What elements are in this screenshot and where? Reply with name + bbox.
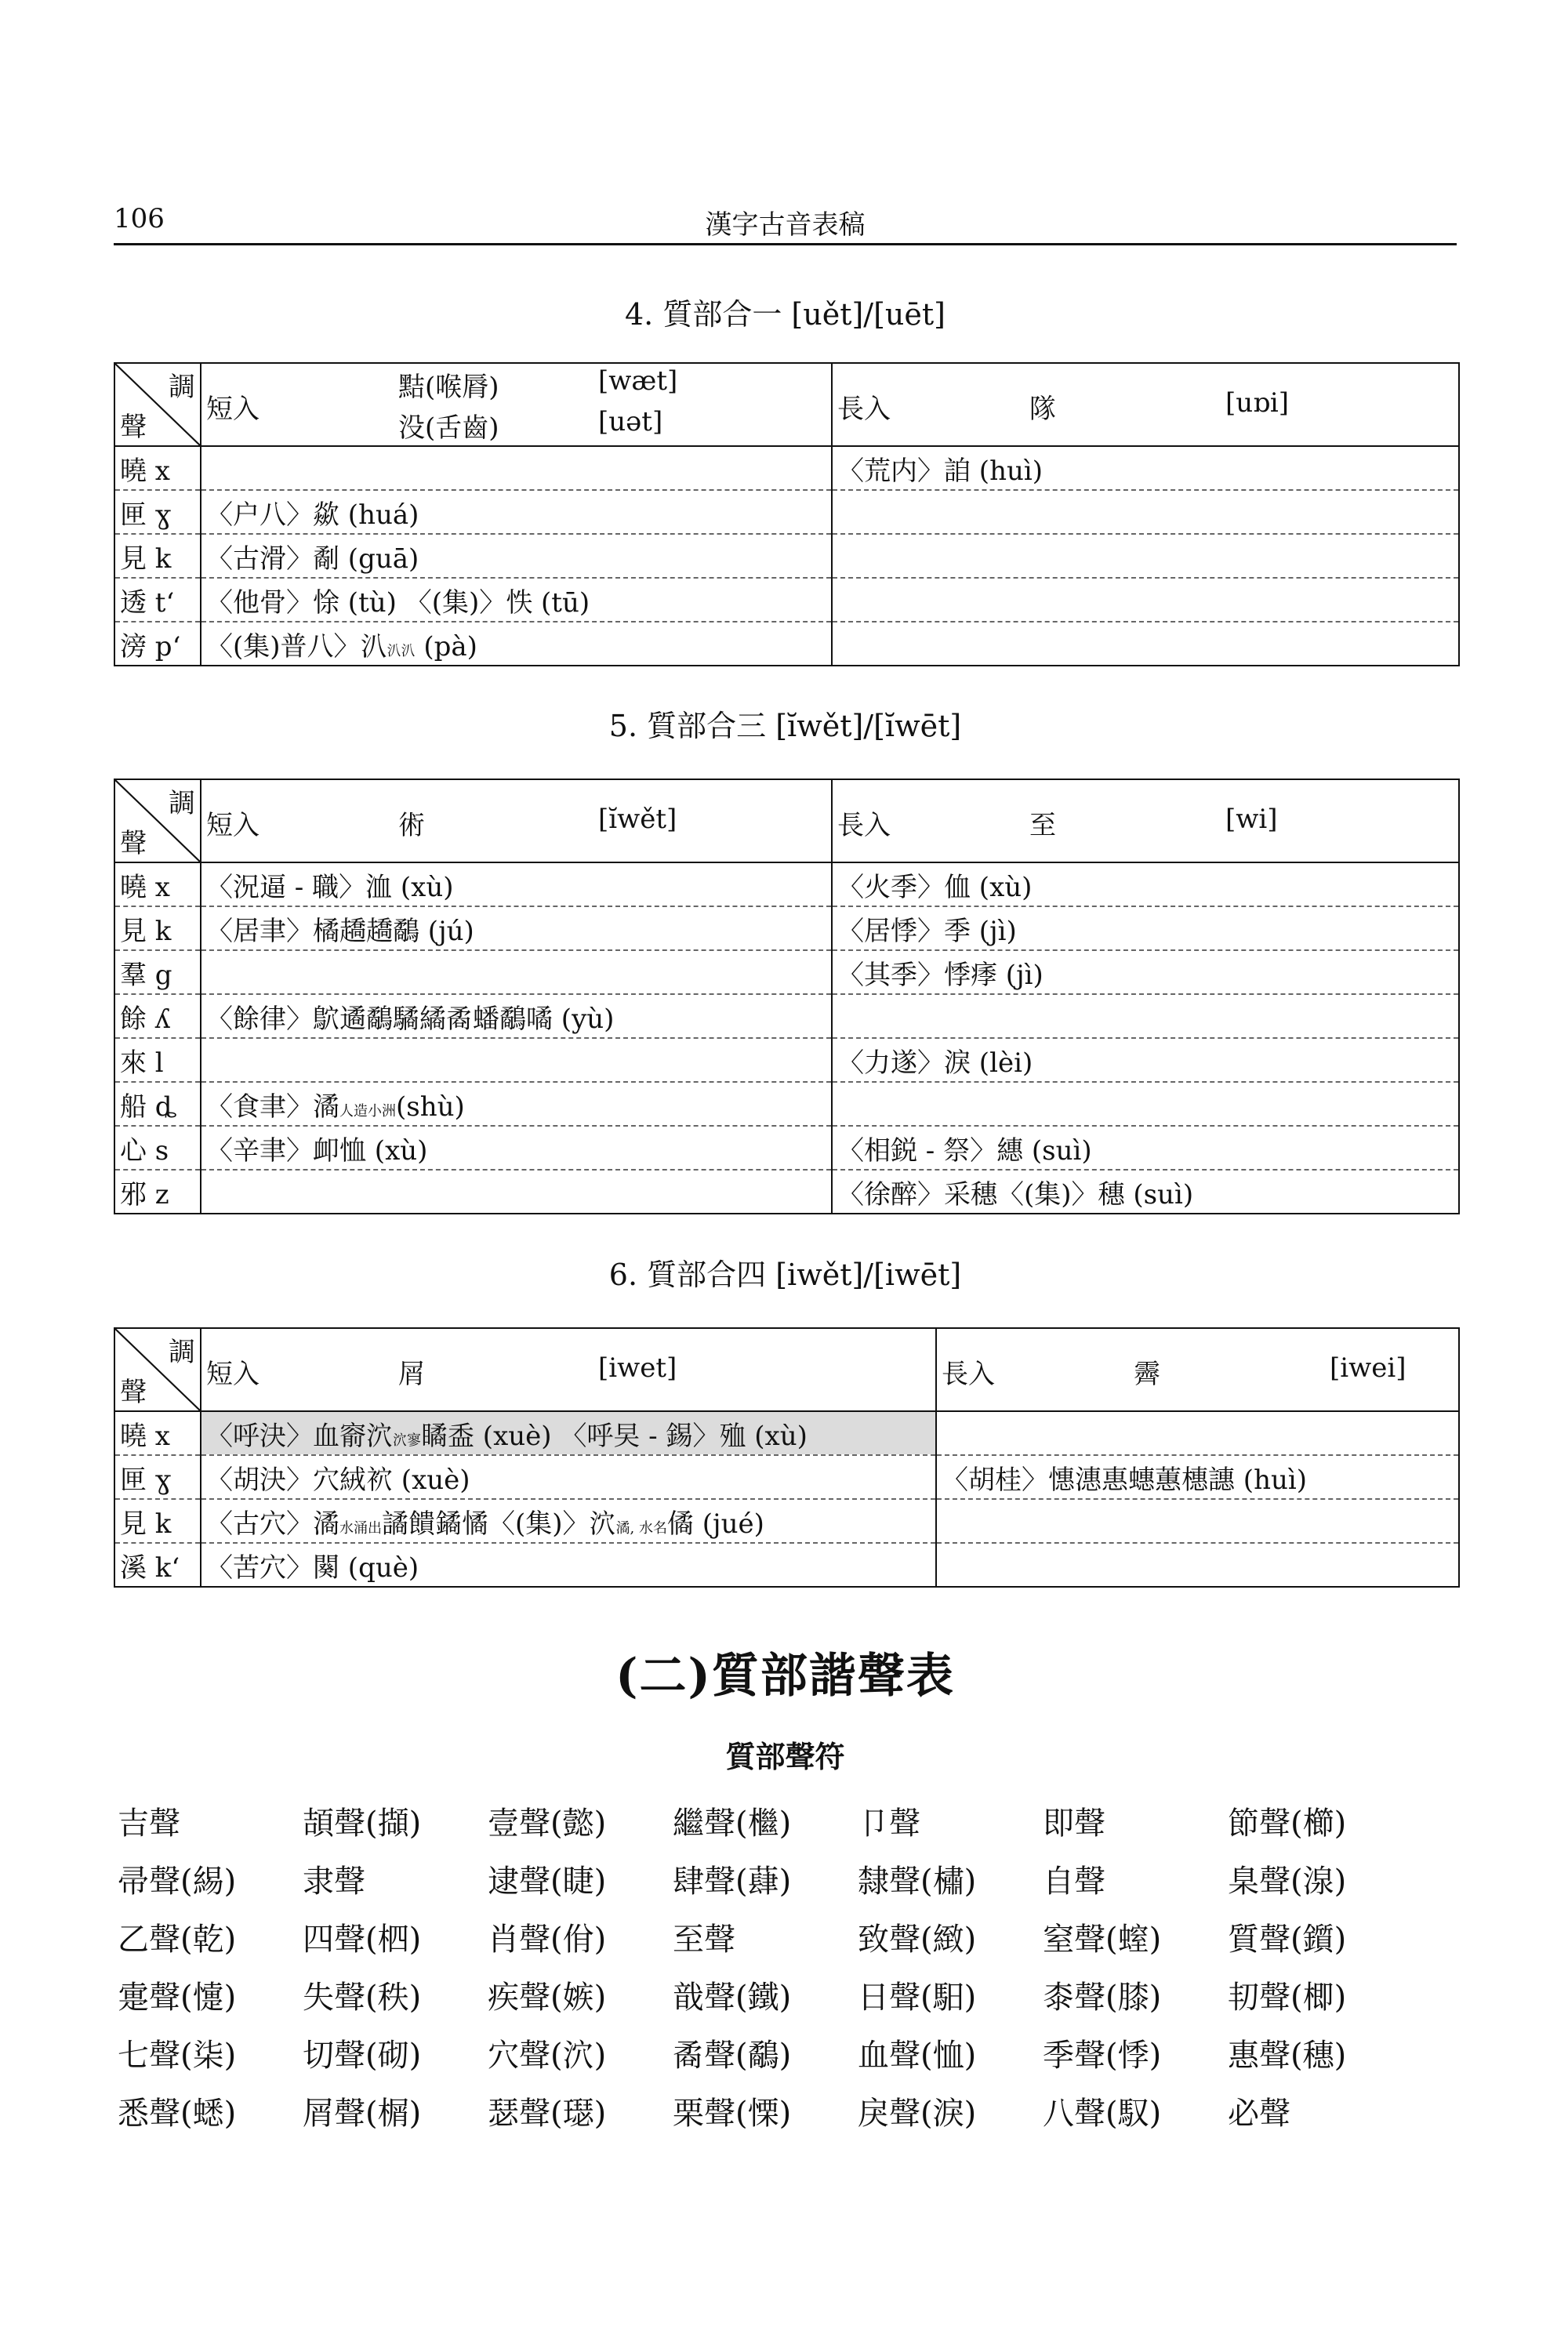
list-item: 日聲(馹) xyxy=(858,1979,977,2016)
list-item: 四聲(柶) xyxy=(303,1921,422,1958)
list-row xyxy=(118,1965,1466,2024)
list-item: 戾聲(淚) xyxy=(858,2095,977,2132)
table-row xyxy=(114,622,1459,666)
list-item: 矞聲(鷸) xyxy=(673,2037,792,2074)
table-cell xyxy=(936,1411,1459,1455)
table-cell: 透 tʻ xyxy=(114,578,201,622)
list-row xyxy=(118,2024,1466,2082)
page-number: 106 xyxy=(114,203,165,234)
table-cell: 〈古滑〉劀 (guā) xyxy=(201,534,832,578)
table-cell: 溪 kʻ xyxy=(114,1543,201,1587)
list-item: 七聲(柒) xyxy=(118,2037,237,2074)
long-entry-header: 長入 霽 [iwei] xyxy=(936,1328,1459,1411)
list-item: 八聲(馭) xyxy=(1043,2095,1162,2132)
list-item: 肆聲(蕼) xyxy=(673,1863,792,1900)
list-item: 栗聲(慄) xyxy=(673,2095,792,2132)
corner-cell: 調 聲 xyxy=(114,363,201,446)
table-cell: 〈荒内〉詯 (huì) xyxy=(832,446,1459,490)
list-item: 致聲(緻) xyxy=(858,1921,977,1958)
list-item: 惠聲(穗) xyxy=(1228,2037,1347,2074)
table-cell: 〈苦穴〉闋 (què) xyxy=(201,1543,936,1587)
list-item: 繼聲(檵) xyxy=(673,1805,792,1842)
table-cell: 〈辛聿〉卹恤 (xù) xyxy=(201,1126,832,1170)
list-item: 壹聲(懿) xyxy=(488,1805,607,1842)
section-6-table xyxy=(114,1327,1460,1588)
long-entry-header: 長入 隊 [uɒi] xyxy=(832,363,1459,446)
table-cell: 〈(集)普八〉汃汃汃 (pà) xyxy=(201,622,832,666)
section-5-title: 5. 質部合三 [ĭwět]/[ĭwēt] xyxy=(608,709,962,743)
table-row xyxy=(114,862,1459,906)
table-cell: 羣 g xyxy=(114,950,201,994)
table-row xyxy=(114,1126,1459,1170)
table-cell: 〈況逼 - 職〉洫 (xù) xyxy=(201,862,832,906)
list-item: 卩聲 xyxy=(858,1805,920,1842)
section-4-title: 4. 質部合一 [uět]/[uēt] xyxy=(625,297,946,332)
list-item: 肖聲(佾) xyxy=(488,1921,607,1958)
table-cell: 〈力遂〉淚 (lèi) xyxy=(832,1038,1459,1082)
list-item: 頡聲(擷) xyxy=(303,1805,422,1842)
table-row xyxy=(114,1082,1459,1126)
list-item: 必聲 xyxy=(1228,2095,1290,2132)
table-cell: 見 k xyxy=(114,534,201,578)
table-cell: 〈居悸〉季 (jì) xyxy=(832,906,1459,950)
table-cell: 心 s xyxy=(114,1126,201,1170)
long-entry-header: 長入 至 [wi] xyxy=(832,779,1459,862)
table-cell: 曉 x xyxy=(114,862,201,906)
table-row xyxy=(114,578,1459,622)
table-cell: 〈居聿〉橘趫趫鷸 (jú) xyxy=(201,906,832,950)
table-cell xyxy=(832,622,1459,666)
list-item: 窒聲(螲) xyxy=(1043,1921,1162,1958)
table-cell xyxy=(201,950,832,994)
list-item: 即聲 xyxy=(1043,1805,1105,1842)
table-cell: 見 k xyxy=(114,906,201,950)
table-cell: 〈餘律〉鴥遹鷸驈繘矞蟠鷸噊 (yù) xyxy=(201,994,832,1038)
list-item: 隸聲(橚) xyxy=(858,1863,977,1900)
table-row xyxy=(114,994,1459,1038)
table-row xyxy=(114,1038,1459,1082)
list-item: 㓞聲(楖) xyxy=(1228,1979,1347,2016)
short-entry-header: 短入 屑 [iwet] xyxy=(201,1328,936,1411)
list-row xyxy=(118,2082,1466,2140)
table-row xyxy=(114,950,1459,994)
corner-cell: 調 聲 xyxy=(114,1328,201,1411)
table-row xyxy=(114,1499,1459,1543)
table-cell xyxy=(832,1082,1459,1126)
table-cell: 來 l xyxy=(114,1038,201,1082)
table-row xyxy=(114,1411,1459,1455)
list-item: 戠聲(鐵) xyxy=(673,1979,792,2016)
table-cell: 〈徐醉〉采穗〈(集)〉穗 (suì) xyxy=(832,1170,1459,1214)
table-cell: 〈火季〉侐 (xù) xyxy=(832,862,1459,906)
table-cell: 〈胡桂〉憓潓惠蟪蕙橞譓 (huì) xyxy=(936,1455,1459,1499)
table-header-row xyxy=(114,1328,1459,1411)
list-item: 屑聲(榍) xyxy=(303,2095,422,2132)
list-item: 失聲(秩) xyxy=(303,1979,422,2016)
section-6-title: 6. 質部合四 [iwět]/[iwēt] xyxy=(608,1258,962,1292)
table-row xyxy=(114,1170,1459,1214)
table-row xyxy=(114,446,1459,490)
list-item: 臬聲(湶) xyxy=(1228,1863,1347,1900)
table-row xyxy=(114,1543,1459,1587)
table-row xyxy=(114,1455,1459,1499)
table-cell xyxy=(201,1170,832,1214)
list-item: 穴聲(泬) xyxy=(488,2037,607,2074)
table-cell xyxy=(832,490,1459,534)
list-item: 至聲 xyxy=(673,1921,735,1958)
table-cell: 匣 ɣ xyxy=(114,490,201,534)
list-item: 質聲(鑕) xyxy=(1228,1921,1347,1958)
table-cell: 〈他骨〉悇 (tù) 〈(集)〉怢 (tū) xyxy=(201,578,832,622)
list-row xyxy=(118,1791,1466,1849)
list-item: 季聲(悸) xyxy=(1043,2037,1162,2074)
list-item: 乙聲(乾) xyxy=(118,1921,237,1958)
table-cell: 〈呼決〉血窬泬泬寥瞲盉 (xuè) 〈呼旲 - 錫〉殈 (xù) xyxy=(201,1411,936,1455)
table-cell: 餘 ʎ xyxy=(114,994,201,1038)
table-cell: 滂 pʻ xyxy=(114,622,201,666)
phonetic-series-grid xyxy=(118,1791,1466,2140)
table-cell xyxy=(936,1543,1459,1587)
list-item: 逮聲(睫) xyxy=(488,1863,607,1900)
table-cell xyxy=(832,578,1459,622)
list-item: 疾聲(嫉) xyxy=(488,1979,607,2016)
table-cell: 見 k xyxy=(114,1499,201,1543)
list-item: 吉聲 xyxy=(118,1805,180,1842)
table-header-row xyxy=(114,363,1459,446)
table-header-row xyxy=(114,779,1459,862)
list-item: 切聲(砌) xyxy=(303,2037,422,2074)
list-item: 悉聲(蟋) xyxy=(118,2095,237,2132)
list-item: 節聲(櫛) xyxy=(1228,1805,1347,1842)
table-cell: 〈相鋭 - 祭〉繐 (suì) xyxy=(832,1126,1459,1170)
table-cell xyxy=(832,994,1459,1038)
table-cell: 曉 x xyxy=(114,446,201,490)
table-row xyxy=(114,534,1459,578)
table-cell: 〈胡決〉穴絨袕 (xuè) xyxy=(201,1455,936,1499)
list-item: 桼聲(膝) xyxy=(1043,1979,1162,2016)
table-cell: 〈户八〉歘 (huá) xyxy=(201,490,832,534)
list-item: 自聲 xyxy=(1043,1863,1105,1900)
table-cell: 〈古穴〉潏水涌出譎饋鐍憰〈(集)〉泬潏, 水名僪 (jué) xyxy=(201,1499,936,1543)
list-item: 瑟聲(璱) xyxy=(488,2095,607,2132)
table-cell: 匣 ɣ xyxy=(114,1455,201,1499)
table-cell: 〈其季〉悸痵 (jì) xyxy=(832,950,1459,994)
table-cell: 船 ȡ xyxy=(114,1082,201,1126)
table-cell xyxy=(832,534,1459,578)
table-row xyxy=(114,906,1459,950)
part-2-subtitle: 質部聲符 xyxy=(725,1739,845,1774)
corner-cell: 調 聲 xyxy=(114,779,201,862)
section-4-table xyxy=(114,362,1460,666)
table-cell: 邪 z xyxy=(114,1170,201,1214)
list-item: 帚聲(緆) xyxy=(118,1863,237,1900)
running-title: 漢字古音表稿 xyxy=(705,209,866,241)
table-row xyxy=(114,490,1459,534)
section-5-table xyxy=(114,779,1460,1214)
table-cell xyxy=(201,1038,832,1082)
list-item: 疐聲(懥) xyxy=(118,1979,237,2016)
table-cell: 〈食聿〉潏人造小洲(shù) xyxy=(201,1082,832,1126)
list-row xyxy=(118,1849,1466,1907)
list-item: 隶聲 xyxy=(303,1863,365,1900)
table-cell xyxy=(936,1499,1459,1543)
short-entry-header: 短入 黠(喉脣) [wæt] 没(舌齒) [uət] xyxy=(201,363,832,446)
list-item: 血聲(恤) xyxy=(858,2037,977,2074)
list-row xyxy=(118,1907,1466,1965)
part-2-title: (二)質部諧聲表 xyxy=(615,1649,955,1704)
table-cell xyxy=(201,446,832,490)
table-cell: 曉 x xyxy=(114,1411,201,1455)
short-entry-header: 短入 術 [ĭwět] xyxy=(201,779,832,862)
page-header xyxy=(114,200,1457,245)
